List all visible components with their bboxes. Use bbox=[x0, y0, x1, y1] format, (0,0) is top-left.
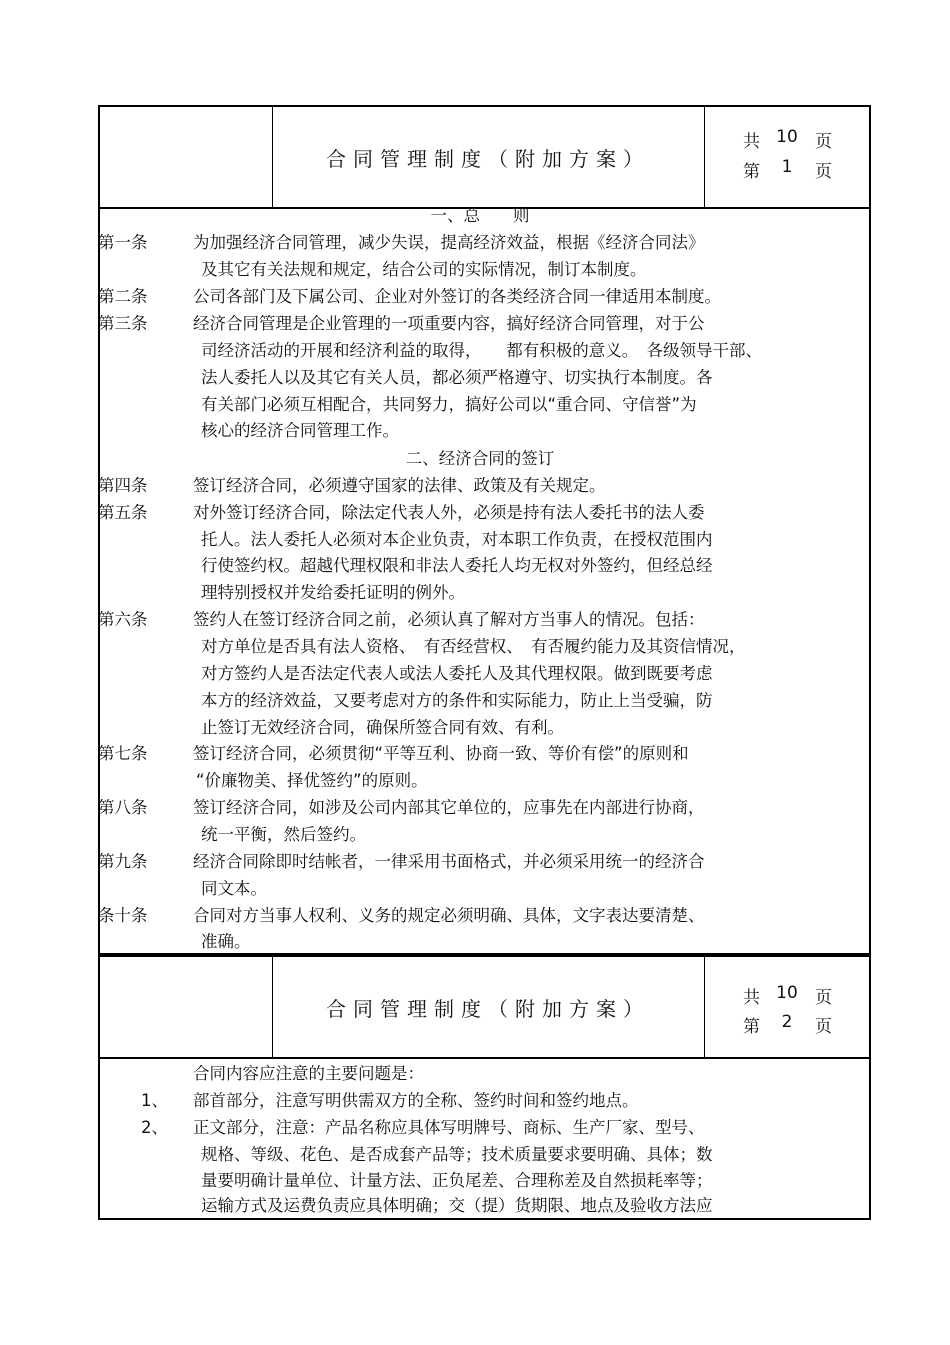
article-line: 及其它有关法规和规定，结合公司的实际情况，制订本制度。 bbox=[201, 260, 647, 279]
article-line: 签订经济合同，如涉及公司内部其它单位的，应事先在内部进行协商， bbox=[193, 798, 705, 817]
article-line: 对外签订经济合同，除法定代表人外，必须是持有法人委托书的法人委 bbox=[193, 503, 705, 522]
article-line: 理特别授权并发给委托证明的例外。 bbox=[201, 583, 465, 602]
item-line: 正文部分，注意：产品名称应具体写明牌号、商标、生产厂家、型号、 bbox=[193, 1118, 705, 1137]
article-line: 公司各部门及下属公司、企业对外签订的各类经济合同一律适用本制度。 bbox=[193, 287, 721, 306]
article-line: 法人委托人以及其它有关人员，都必须严格遵守、切实执行本制度。各 bbox=[201, 368, 713, 387]
article-label: 第四条 bbox=[98, 476, 148, 495]
page-1-header bbox=[100, 107, 869, 209]
page-label: 第 bbox=[743, 1017, 760, 1037]
article-line: 经济合同管理是企业管理的一项重要内容，搞好经济合同管理，对于公 bbox=[193, 314, 705, 333]
page-counter bbox=[705, 107, 869, 207]
section-1-heading: 一、总 则 bbox=[430, 206, 530, 225]
page-unit: 页 bbox=[815, 132, 832, 152]
article-label: 第三条 bbox=[98, 314, 148, 333]
item-line: 量要明确计量单位、计量方法、正负尾差、合理称差及自然损耗率等； bbox=[201, 1171, 713, 1190]
article-label: 第八条 bbox=[98, 798, 148, 817]
article-line: 经济合同除即时结帐者，一律采用书面格式，并必须采用统一的经济合 bbox=[193, 852, 705, 871]
item-line: 规格、等级、花色、是否成套产品等；技术质量要求要明确、具体；数 bbox=[201, 1145, 713, 1164]
section-2-heading: 二、经济合同的签订 bbox=[405, 449, 555, 468]
total-pages: 10 bbox=[776, 983, 798, 1003]
item-line: 部首部分，注意写明供需双方的全称、签约时间和签约地点。 bbox=[193, 1091, 639, 1110]
page-2-header bbox=[100, 955, 869, 1059]
header-blank-cell bbox=[100, 107, 273, 207]
article-line: “价廉物美、择优签约”的原则。 bbox=[196, 771, 428, 790]
article-line: 有关部门必须互相配合，共同努力，搞好公司以“重合同、守信誉”为 bbox=[201, 395, 697, 414]
article-line: 为加强经济合同管理，减少失误，提高经济效益，根据《经济合同法》 bbox=[193, 233, 705, 252]
current-page: 2 bbox=[781, 1012, 793, 1032]
article-line: 签订经济合同，必须贯彻“平等互利、协商一致、等价有偿”的原则和 bbox=[193, 744, 689, 763]
document-title: 合同管理制度（附加方案） bbox=[272, 957, 705, 1057]
article-line: 对方单位是否具有法人资格、 有否经营权、 有否履约能力及其资信情况， bbox=[201, 637, 746, 656]
article-line: 统一平衡，然后签约。 bbox=[201, 825, 366, 844]
total-pages: 10 bbox=[776, 127, 798, 147]
page-unit: 页 bbox=[815, 162, 832, 182]
page-2-intro: 合同内容应注意的主要问题是： bbox=[193, 1064, 424, 1083]
current-page: 1 bbox=[781, 157, 793, 177]
article-line: 同文本。 bbox=[201, 879, 267, 898]
article-label: 第七条 bbox=[98, 744, 148, 763]
total-label: 共 bbox=[743, 132, 760, 152]
article-label: 第五条 bbox=[98, 503, 148, 522]
article-label: 第一条 bbox=[98, 233, 148, 252]
article-line: 司经济活动的开展和经济利益的取得， 都有积极的意义。 各级领导干部、 bbox=[201, 341, 762, 360]
article-line: 托人。法人委托人必须对本企业负责，对本职工作负责，在授权范围内 bbox=[201, 530, 713, 549]
article-line: 准确。 bbox=[201, 932, 251, 951]
item-label: 1、 bbox=[141, 1091, 168, 1110]
page-unit: 页 bbox=[815, 1017, 832, 1037]
article-line: 本方的经济效益，又要考虑对方的条件和实际能力，防止上当受骗，防 bbox=[201, 691, 713, 710]
article-line: 止签订无效经济合同，确保所签合同有效、有利。 bbox=[201, 718, 564, 737]
article-line: 行使签约权。超越代理权限和非法人委托人均无权对外签约，但经总经 bbox=[201, 556, 713, 575]
article-line: 签约人在签订经济合同之前，必须认真了解对方当事人的情况。包括： bbox=[193, 610, 705, 629]
page-unit: 页 bbox=[815, 988, 832, 1008]
total-label: 共 bbox=[743, 988, 760, 1008]
article-label: 第六条 bbox=[98, 610, 148, 629]
item-label: 2、 bbox=[141, 1118, 168, 1137]
article-line: 对方签约人是否法定代表人或法人委托人及其代理权限。做到既要考虑 bbox=[201, 664, 713, 683]
document-title: 合同管理制度（附加方案） bbox=[272, 107, 705, 207]
article-line: 合同对方当事人权利、义务的规定必须明确、具体，文字表达要清楚、 bbox=[193, 906, 705, 925]
header-blank-cell bbox=[100, 957, 273, 1057]
article-label: 条十条 bbox=[98, 906, 148, 925]
article-line: 签订经济合同，必须遵守国家的法律、政策及有关规定。 bbox=[193, 476, 606, 495]
page-counter bbox=[705, 957, 869, 1057]
article-label: 第九条 bbox=[98, 852, 148, 871]
article-line: 核心的经济合同管理工作。 bbox=[201, 421, 399, 440]
article-label: 第二条 bbox=[98, 287, 148, 306]
page-label: 第 bbox=[743, 162, 760, 182]
item-line: 运输方式及运费负责应具体明确；交（提）货期限、地点及验收方法应 bbox=[201, 1196, 713, 1215]
